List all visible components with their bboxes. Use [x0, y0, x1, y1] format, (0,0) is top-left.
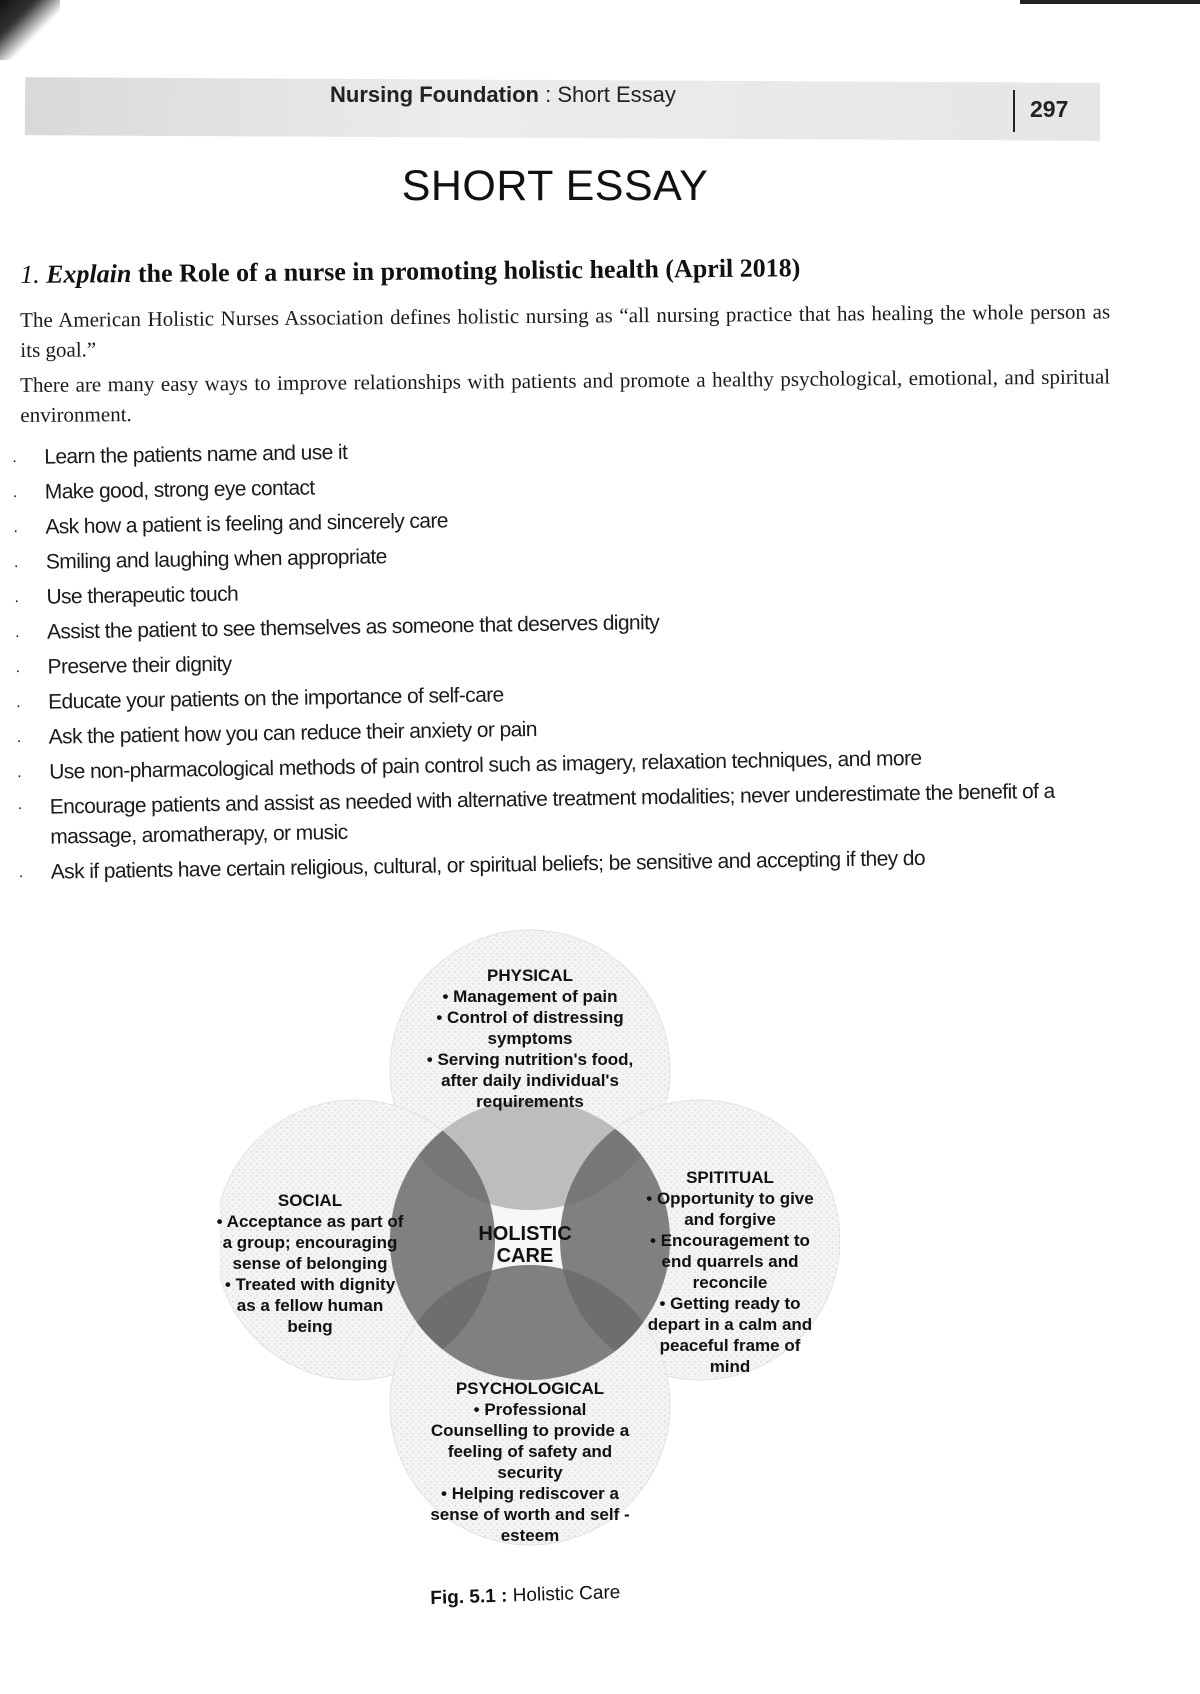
bullet-dot: . — [15, 659, 20, 677]
paragraph-definition: The American Holistic Nurses Association defines holistic nursing as “all nursing practice that has healing the whole person as its goal.” — [20, 299, 1111, 362]
list-item-text: Use non-pharmacological methods of pain control such as imagery, relaxation techniques, and more — [49, 746, 922, 784]
figure-title: Holistic Care — [507, 1582, 621, 1607]
holistic-care-label — [475, 1223, 575, 1267]
psychological-item: • Helping rediscover a sense of worth and self - esteem — [430, 1484, 630, 1545]
bullet-dot: . — [14, 624, 20, 642]
header-divider — [1013, 90, 1015, 132]
book-title: Nursing Foundation — [330, 82, 539, 107]
list-item-text: Ask the patient how you can reduce their anxiety or pain — [48, 717, 538, 749]
page-title: SHORT ESSAY — [401, 162, 709, 210]
psychological-item: • Professional Counselling to provide a feeling of safety and security — [430, 1400, 630, 1482]
bullet-dot: . — [13, 519, 18, 537]
page-top-edge — [1020, 0, 1200, 4]
list-item-text: Make good, strong eye contact — [44, 476, 315, 504]
list-item-text: Smiling and laughing when appropriate — [45, 545, 387, 574]
bullet-list — [12, 423, 1127, 890]
bullet-dot: . — [17, 764, 22, 782]
physical-item: • Control of distressing symptoms — [436, 1008, 624, 1048]
spiritual-label — [640, 1167, 820, 1377]
paragraph-intro: There are many easy ways to improve relationships with patients and promote a healthy psychological, emotional, and spiritual environment. — [20, 364, 1111, 427]
spiritual-item: • Getting ready to depart in a calm and peaceful frame of mind — [647, 1294, 813, 1376]
bullet-dot: . — [18, 864, 23, 882]
physical-title: PHYSICAL — [487, 966, 573, 985]
page-number: 297 — [1030, 96, 1069, 122]
figure-label: Fig. 5.1 : — [430, 1585, 508, 1609]
spiritual-item: • Opportunity to give and forgive — [646, 1189, 814, 1229]
figure-caption — [430, 1582, 621, 1610]
list-item-text: Assist the patient to see themselves as someone that deserves dignity — [46, 610, 660, 644]
bullet-dot: . — [15, 694, 21, 712]
spiritual-item: • Encouragement to end quarrels and reconcile — [650, 1231, 810, 1292]
page-corner-shadow — [0, 0, 60, 60]
center-label-line: CARE — [496, 1245, 554, 1267]
bullet-dot: . — [12, 449, 17, 467]
holistic-care-diagram — [216, 905, 840, 1565]
social-title: SOCIAL — [277, 1191, 343, 1210]
bullet-dot: . — [17, 796, 22, 814]
question-first-word: Explain — [45, 259, 132, 289]
spiritual-title: SPITITUAL — [686, 1168, 774, 1187]
question-text: the Role of a nurse in promoting holistic health (April 2018) — [131, 253, 801, 289]
physical-item: • Serving nutrition's food, after daily individual's requirements — [426, 1050, 634, 1111]
physical-item: • Management of pain — [442, 987, 618, 1006]
bullet-dot: . — [12, 484, 17, 502]
question-number: 1. — [20, 259, 40, 289]
list-item-text: Preserve their dignity — [47, 652, 232, 679]
bullet-dot: . — [14, 589, 19, 607]
section-name: Short Essay — [557, 82, 676, 107]
bullet-dot: . — [16, 729, 21, 747]
social-item: • Treated with dignity as a fellow human being — [224, 1275, 396, 1336]
list-item-text: Use therapeutic touch — [46, 582, 239, 609]
psychological-label — [430, 1378, 630, 1546]
physical-label — [420, 965, 640, 1112]
social-label — [215, 1190, 405, 1337]
center-label-line: HOLISTIC — [478, 1223, 572, 1245]
bullet-dot: . — [13, 554, 18, 572]
header-separator: : — [538, 82, 558, 107]
list-item-text: Ask how a patient is feeling and sincerely care — [45, 509, 449, 539]
question-heading — [20, 250, 1120, 290]
psychological-title: PSYCHOLOGICAL — [455, 1379, 605, 1398]
social-item: • Acceptance as part of a group; encouraging sense of belonging — [216, 1212, 404, 1273]
running-header — [330, 82, 676, 108]
list-item-text: Encourage patients and assist as needed with alternative treatment modalities; never underestimate the benefit of a massage, aromatherapy, or music — [49, 779, 1055, 849]
list-item-text: Educate your patients on the importance of self-care — [47, 683, 504, 714]
list-item-text: Learn the patients name and use it — [44, 440, 348, 469]
list-item-text: Ask if patients have certain religious, cultural, or spiritual beliefs; be sensitive and accepting if they do — [50, 846, 926, 884]
